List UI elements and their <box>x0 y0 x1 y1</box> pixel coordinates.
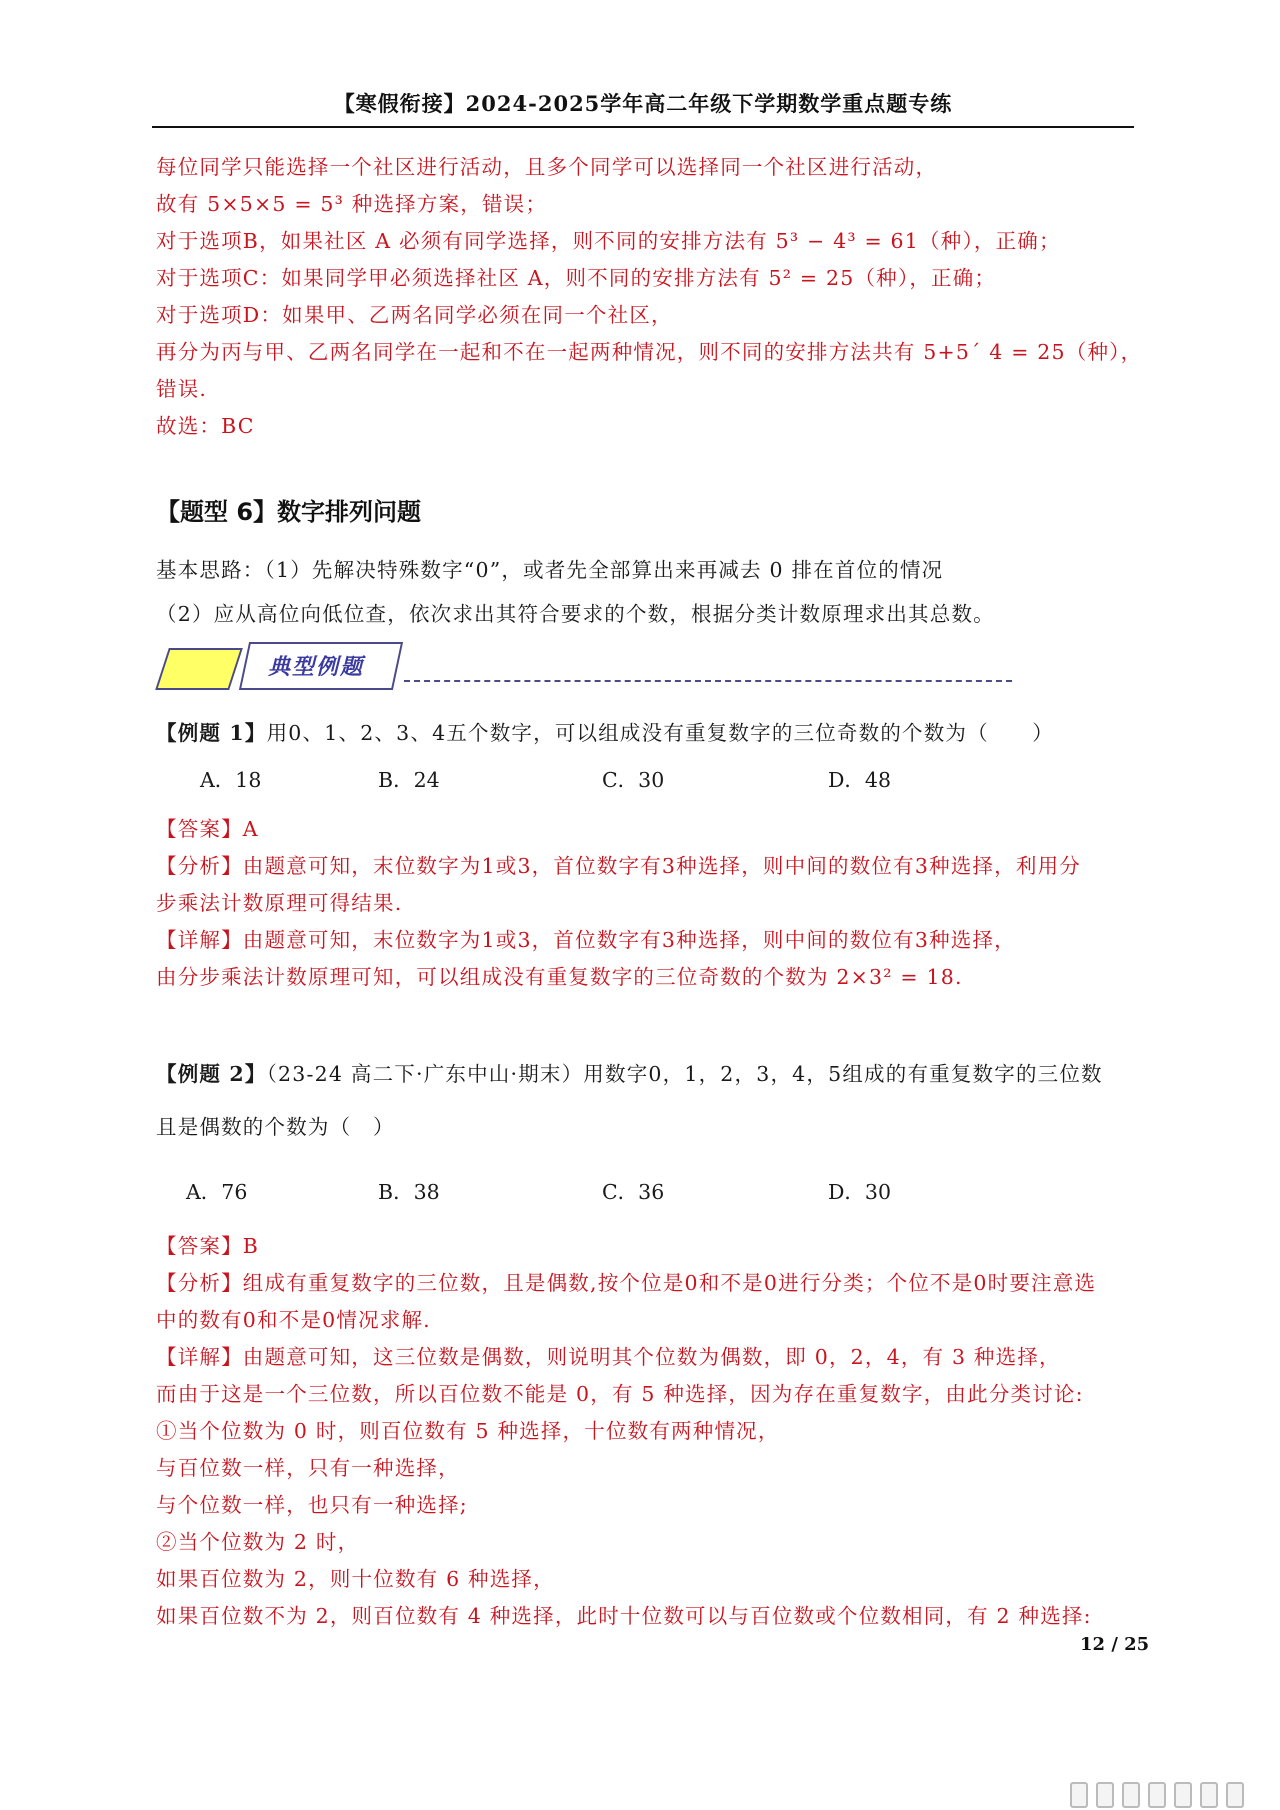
example1-text: 用0、1、2、3、4五个数字，可以组成没有重复数字的三位奇数的个数为（ ） <box>266 721 1054 745</box>
banner-label: 典型例题 <box>268 654 365 680</box>
example2-detail-line: ①当个位数为 0 时，则百位数有 5 种选择，十位数有两种情况， <box>156 1419 780 1443</box>
example2-option-b: B．38 <box>378 1180 440 1204</box>
solution-line: 错误. <box>156 377 208 401</box>
basic-idea-line: 基本思路：（1）先解决特殊数字“0”，或者先全部算出来再减去 0 排在首位的情况 <box>156 558 944 582</box>
example1-analysis-line: 步乘法计数原理可得结果. <box>156 891 403 915</box>
example2-answer: 【答案】B <box>156 1234 260 1258</box>
example2-option-a: A．76 <box>186 1180 248 1204</box>
example1-option-b: B．24 <box>378 768 440 792</box>
bottom-toolbar <box>1060 1782 1260 1806</box>
example1-detail-line: 【详解】由题意可知，末位数字为1或3，首位数字有3种选择，则中间的数位有3种选择， <box>156 928 1016 952</box>
example1-option-a: A．18 <box>200 768 262 792</box>
example2-detail-line: 与百位数一样，只有一种选择， <box>156 1456 460 1480</box>
section-title: 【题型 6】数字排列问题 <box>156 498 422 526</box>
solution-line: 故有 5×5×5 = 5³ 种选择方案，错误； <box>156 192 548 216</box>
example1-answer: 【答案】A <box>156 817 259 841</box>
example2-option-c: C．36 <box>602 1180 665 1204</box>
page-number: 12 / 25 <box>1080 1634 1150 1655</box>
typical-examples-banner <box>160 642 1020 690</box>
example2-tag: 【例题 2】 <box>156 1062 267 1086</box>
solution-conclusion: 故选：BC <box>156 414 255 438</box>
solution-line: 每位同学只能选择一个社区进行活动，且多个同学可以选择同一个社区进行活动， <box>156 155 938 179</box>
example2-detail-line: ②当个位数为 2 时， <box>156 1530 360 1554</box>
example1-option-d: D．48 <box>828 768 892 792</box>
solution-line: 对于选项B，如果社区 A 必须有同学选择，则不同的安排方法有 5³ − 4³ = 61（种），正确； <box>156 229 1061 253</box>
example1-detail-line: 由分步乘法计数原理可知，可以组成没有重复数字的三位奇数的个数为 2×3² = 18. <box>156 965 963 989</box>
banner-dashed-rule <box>404 680 1012 682</box>
example2-detail-line: 如果百位数为 2，则十位数有 6 种选择， <box>156 1567 555 1591</box>
example2-text: （23-24 高二下·广东中山·期末）用数字0，1，2，3，4，5组成的有重复数字的三位数 <box>266 1062 1103 1086</box>
page-header: 【寒假衔接】2024-2025学年高二年级下学期数学重点题专练 <box>333 91 953 116</box>
basic-idea-line: （2）应从高位向低位查，依次求出其符合要求的个数，根据分类计数原理求出其总数。 <box>156 602 995 626</box>
example2-detail-line: 而由于这是一个三位数，所以百位数不能是 0，有 5 种选择，因为存在重复数字，由此分类讨论: <box>156 1382 1084 1406</box>
example2-detail-line: 与个位数一样，也只有一种选择; <box>156 1493 468 1517</box>
example2-analysis-line: 中的数有0和不是0情况求解. <box>156 1308 431 1332</box>
example1-analysis-line: 【分析】由题意可知，末位数字为1或3，首位数字有3种选择，则中间的数位有3种选择，利用分 <box>156 854 1081 878</box>
header-rule <box>152 126 1134 128</box>
example1-option-c: C．30 <box>602 768 665 792</box>
example2-question <box>156 1057 1103 1087</box>
example2-option-d: D．30 <box>828 1180 892 1204</box>
example2-detail-line: 如果百位数不为 2，则百位数有 4 种选择，此时十位数可以与百位数或个位数相同，有 2 种选择: <box>156 1604 1092 1628</box>
banner-yellow-block <box>155 648 243 690</box>
solution-line: 对于选项D：如果甲、乙两名同学必须在同一个社区， <box>156 303 673 327</box>
example2-question-cont: 且是偶数的个数为（ ） <box>156 1115 395 1139</box>
example2-analysis-line: 【分析】组成有重复数字的三位数，且是偶数,按个位是0和不是0进行分类；个位不是0时要注意选 <box>156 1271 1097 1295</box>
example2-detail-line: 【详解】由题意可知，这三位数是偶数，则说明其个位数为偶数，即 0，2，4，有 3 种选择， <box>156 1345 1061 1369</box>
example1-question <box>156 716 1054 746</box>
solution-line: 再分为丙与甲、乙两名同学在一起和不在一起两种情况，则不同的安排方法共有 5+5´ 4 = 25（种）， <box>156 340 1143 364</box>
solution-line: 对于选项C：如果同学甲必须选择社区 A，则不同的安排方法有 5² = 25（种），正确； <box>156 266 997 290</box>
example1-tag: 【例题 1】 <box>156 721 267 745</box>
